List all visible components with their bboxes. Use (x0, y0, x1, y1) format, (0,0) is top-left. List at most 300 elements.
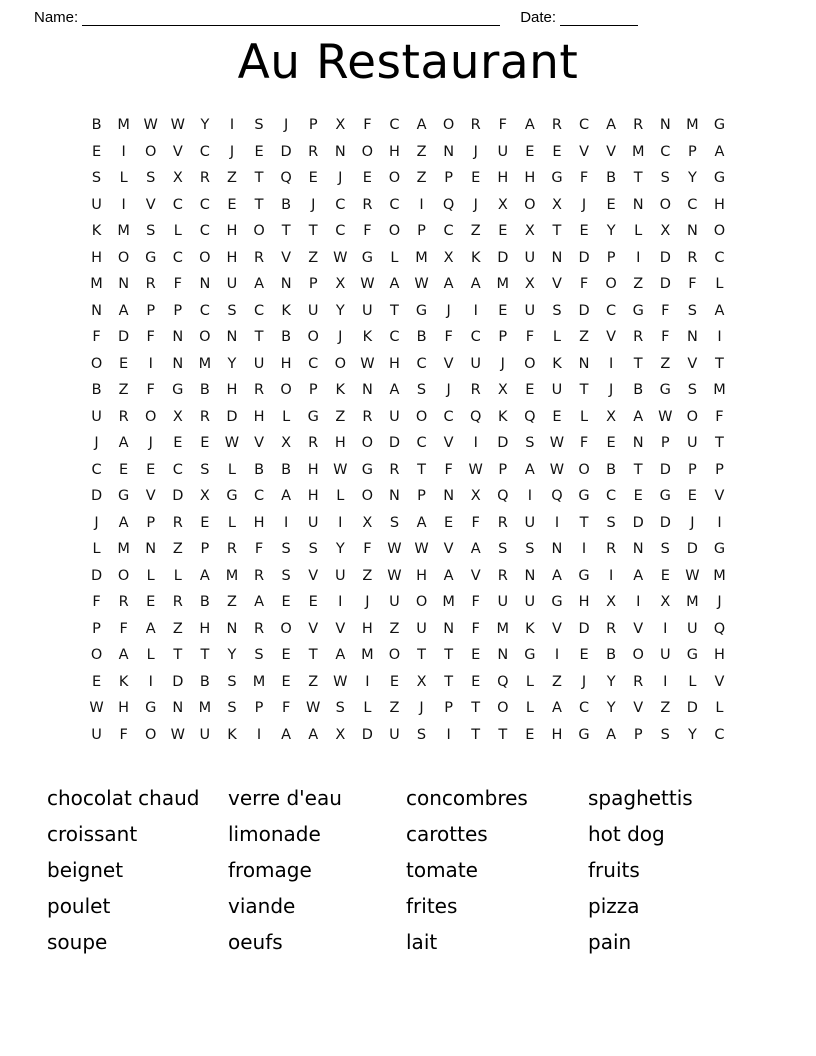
grid-cell[interactable]: O (144, 726, 157, 743)
grid-cell[interactable]: D (90, 488, 103, 504)
grid-cell[interactable]: G (145, 700, 157, 716)
word-list-item[interactable]: tomate (406, 858, 478, 882)
grid-cell[interactable]: R (497, 567, 508, 584)
word-list-item[interactable]: frites (406, 894, 458, 918)
grid-cell[interactable]: O (117, 567, 130, 584)
grid-cell[interactable]: D (388, 435, 401, 451)
grid-cell[interactable]: M (90, 276, 103, 292)
grid-cell[interactable]: X (335, 117, 346, 133)
word-list-item[interactable]: fromage (228, 858, 312, 882)
grid-cell[interactable]: H (280, 355, 292, 372)
grid-cell[interactable]: D (578, 620, 590, 637)
grid-cell[interactable]: V (633, 620, 644, 637)
grid-cell[interactable]: H (226, 249, 238, 266)
grid-cell[interactable]: F (173, 276, 182, 292)
grid-cell[interactable]: J (338, 170, 343, 186)
grid-cell[interactable]: A (416, 514, 427, 531)
grid-cell[interactable]: H (361, 620, 373, 637)
grid-cell[interactable]: S (281, 567, 291, 584)
grid-cell[interactable]: C (199, 302, 210, 319)
grid-cell[interactable]: C (253, 302, 265, 319)
grid-cell[interactable]: G (578, 488, 590, 504)
grid-cell[interactable]: R (633, 673, 644, 690)
grid-cell[interactable]: F (444, 461, 453, 478)
grid-cell[interactable]: T (281, 223, 291, 239)
grid-cell[interactable]: R (633, 329, 644, 345)
grid-cell[interactable]: X (172, 408, 183, 425)
grid-cell[interactable]: R (226, 541, 237, 557)
grid-cell[interactable]: M (198, 355, 212, 372)
grid-cell[interactable]: C (443, 223, 454, 239)
grid-cell[interactable]: J (94, 435, 99, 451)
grid-cell[interactable]: N (145, 541, 157, 557)
grid-cell[interactable]: N (632, 435, 644, 451)
grid-cell[interactable]: N (524, 567, 536, 584)
grid-cell[interactable]: H (226, 382, 238, 398)
grid-cell[interactable]: D (578, 249, 590, 266)
grid-cell[interactable]: F (471, 514, 480, 531)
grid-cell[interactable]: V (470, 567, 481, 584)
grid-cell[interactable]: Z (226, 170, 237, 186)
grid-cell[interactable]: I (121, 196, 126, 213)
grid-cell[interactable]: T (254, 170, 264, 186)
grid-cell[interactable]: A (118, 302, 129, 319)
grid-cell[interactable]: D (632, 514, 644, 531)
grid-cell[interactable]: A (335, 647, 346, 663)
grid-cell[interactable]: S (416, 382, 427, 398)
grid-cell[interactable]: C (578, 117, 590, 133)
grid-cell[interactable]: B (91, 382, 102, 398)
grid-cell[interactable]: L (282, 408, 291, 425)
grid-cell[interactable]: U (199, 726, 211, 743)
grid-cell[interactable]: X (497, 382, 508, 398)
grid-cell[interactable]: O (90, 647, 103, 663)
word-list-item[interactable]: pizza (588, 894, 640, 918)
grid-cell[interactable]: O (388, 223, 401, 239)
grid-cell[interactable]: O (578, 461, 590, 478)
grid-cell[interactable]: X (416, 673, 427, 690)
grid-cell[interactable]: A (199, 567, 210, 584)
grid-cell[interactable]: I (554, 647, 560, 663)
grid-cell[interactable]: I (446, 726, 451, 743)
grid-cell[interactable]: N (361, 382, 373, 398)
grid-cell[interactable]: U (687, 435, 698, 451)
grid-cell[interactable]: Q (524, 408, 536, 425)
grid-cell[interactable]: P (308, 117, 318, 133)
grid-cell[interactable]: U (253, 355, 265, 372)
grid-cell[interactable]: T (444, 673, 454, 690)
grid-cell[interactable]: I (581, 541, 587, 557)
grid-cell[interactable]: G (172, 382, 184, 398)
grid-cell[interactable]: C (606, 488, 617, 504)
grid-cell[interactable]: V (172, 143, 183, 160)
grid-cell[interactable]: D (686, 541, 698, 557)
grid-cell[interactable]: D (659, 461, 671, 478)
grid-cell[interactable]: Z (660, 700, 671, 716)
grid-cell[interactable]: A (281, 726, 292, 743)
grid-cell[interactable]: S (308, 541, 318, 557)
grid-cell[interactable]: M (496, 620, 510, 637)
grid-cell[interactable]: G (145, 249, 157, 266)
grid-cell[interactable]: Y (606, 673, 616, 690)
grid-cell[interactable]: Z (633, 276, 644, 292)
grid-cell[interactable]: J (473, 143, 478, 160)
grid-cell[interactable]: I (473, 435, 478, 451)
grid-cell[interactable]: O (253, 223, 265, 239)
grid-cell[interactable]: X (199, 488, 210, 504)
grid-cell[interactable]: T (308, 223, 318, 239)
grid-cell[interactable]: P (417, 223, 426, 239)
grid-cell[interactable]: O (497, 700, 509, 716)
grid-cell[interactable]: J (500, 355, 505, 372)
grid-cell[interactable]: O (442, 117, 455, 133)
grid-cell[interactable]: F (579, 170, 589, 186)
grid-cell[interactable]: F (363, 541, 372, 557)
grid-cell[interactable]: Y (227, 647, 237, 663)
grid-cell[interactable]: E (687, 488, 697, 504)
grid-cell[interactable]: N (91, 302, 102, 319)
grid-cell[interactable]: C (389, 329, 400, 345)
word-list-item[interactable]: lait (406, 930, 438, 954)
grid-cell[interactable]: E (606, 196, 616, 213)
grid-cell[interactable]: Y (335, 541, 345, 557)
grid-cell[interactable]: L (579, 408, 589, 425)
grid-cell[interactable]: B (199, 673, 210, 690)
grid-cell[interactable]: E (579, 223, 589, 239)
grid-cell[interactable]: S (146, 223, 156, 239)
word-list-item[interactable]: spaghettis (588, 786, 693, 810)
grid-cell[interactable]: S (146, 170, 156, 186)
grid-cell[interactable]: C (714, 726, 725, 743)
grid-cell[interactable]: U (389, 594, 400, 610)
grid-cell[interactable]: J (229, 143, 235, 160)
grid-cell[interactable]: C (199, 143, 210, 160)
word-list-item[interactable]: beignet (47, 858, 124, 882)
grid-cell[interactable]: H (578, 594, 590, 610)
grid-cell[interactable]: X (362, 514, 373, 531)
grid-cell[interactable]: R (254, 382, 265, 398)
grid-cell[interactable]: E (498, 223, 508, 239)
grid-cell[interactable]: T (417, 647, 426, 663)
grid-cell[interactable]: N (686, 329, 698, 345)
grid-cell[interactable]: A (443, 567, 454, 584)
grid-cell[interactable]: O (524, 355, 536, 372)
grid-cell[interactable]: Z (579, 329, 589, 345)
grid-cell[interactable]: F (498, 117, 507, 133)
grid-cell[interactable]: A (118, 514, 129, 531)
grid-cell[interactable]: B (606, 461, 617, 478)
grid-cell[interactable]: E (389, 673, 400, 690)
grid-cell[interactable]: N (578, 355, 590, 372)
grid-cell[interactable]: R (362, 408, 373, 425)
grid-cell[interactable]: A (633, 408, 644, 425)
grid-cell[interactable]: E (606, 435, 616, 451)
grid-cell[interactable]: E (281, 673, 291, 690)
grid-cell[interactable]: S (254, 647, 264, 663)
grid-cell[interactable]: G (551, 594, 563, 610)
grid-cell[interactable]: E (471, 647, 481, 663)
grid-cell[interactable]: Z (308, 249, 319, 266)
grid-cell[interactable]: V (687, 355, 698, 372)
grid-cell[interactable]: T (308, 647, 318, 663)
grid-cell[interactable]: R (470, 117, 481, 133)
grid-cell[interactable]: T (200, 647, 210, 663)
grid-cell[interactable]: T (552, 223, 562, 239)
grid-cell[interactable]: C (335, 223, 346, 239)
grid-cell[interactable]: D (686, 700, 698, 716)
grid-cell[interactable]: W (333, 249, 348, 266)
grid-cell[interactable]: O (280, 382, 292, 398)
grid-cell[interactable]: O (144, 408, 157, 425)
grid-cell[interactable]: P (498, 461, 508, 478)
grid-cell[interactable]: U (497, 143, 509, 160)
grid-cell[interactable]: Q (497, 488, 509, 504)
grid-cell[interactable]: B (199, 594, 210, 610)
grid-cell[interactable]: M (198, 700, 212, 716)
grid-cell[interactable]: P (444, 700, 453, 716)
grid-cell[interactable]: I (283, 514, 289, 531)
grid-cell[interactable]: L (715, 700, 724, 716)
grid-cell[interactable]: U (524, 249, 536, 266)
grid-cell[interactable]: J (446, 382, 451, 398)
grid-cell[interactable]: H (118, 700, 130, 716)
grid-cell[interactable]: Z (551, 673, 562, 690)
word-list-item[interactable]: pain (588, 930, 632, 954)
grid-cell[interactable]: J (608, 382, 614, 398)
grid-cell[interactable]: L (363, 700, 372, 716)
grid-cell[interactable]: N (172, 355, 184, 372)
grid-cell[interactable]: P (633, 726, 643, 743)
grid-cell[interactable]: C (172, 196, 183, 213)
grid-cell[interactable]: Z (172, 620, 183, 637)
grid-cell[interactable]: G (117, 488, 130, 504)
grid-cell[interactable]: W (658, 408, 673, 425)
grid-cell[interactable]: N (443, 620, 455, 637)
grid-cell[interactable]: S (687, 302, 697, 319)
grid-cell[interactable]: I (636, 249, 641, 266)
grid-cell[interactable]: Z (416, 170, 427, 186)
grid-cell[interactable]: O (388, 647, 401, 663)
grid-cell[interactable]: C (308, 355, 319, 372)
grid-cell[interactable]: E (498, 302, 508, 319)
grid-cell[interactable]: G (713, 541, 726, 557)
grid-cell[interactable]: G (551, 170, 563, 186)
grid-cell[interactable]: Y (200, 117, 210, 133)
grid-cell[interactable]: Q (280, 170, 292, 186)
grid-cell[interactable]: I (473, 302, 478, 319)
grid-cell[interactable]: C (199, 196, 210, 213)
grid-cell[interactable]: R (308, 143, 319, 160)
grid-cell[interactable]: W (414, 276, 429, 292)
grid-cell[interactable]: F (254, 541, 264, 557)
grid-cell[interactable]: D (659, 249, 671, 266)
grid-cell[interactable]: M (631, 143, 645, 160)
grid-cell[interactable]: Y (687, 170, 697, 186)
grid-cell[interactable]: L (173, 223, 182, 239)
grid-cell[interactable]: Z (470, 223, 481, 239)
grid-cell[interactable]: R (172, 514, 183, 531)
grid-cell[interactable]: W (170, 117, 185, 133)
grid-cell[interactable]: L (688, 673, 697, 690)
grid-cell[interactable]: L (336, 488, 345, 504)
grid-cell[interactable]: W (685, 567, 700, 584)
grid-cell[interactable]: S (227, 673, 237, 690)
grid-cell[interactable]: R (551, 117, 562, 133)
grid-cell[interactable]: S (335, 700, 345, 716)
grid-cell[interactable]: I (717, 329, 722, 345)
grid-cell[interactable]: G (578, 567, 590, 584)
grid-cell[interactable]: E (308, 594, 318, 610)
grid-cell[interactable]: E (281, 647, 291, 663)
grid-cell[interactable]: O (280, 620, 292, 637)
grid-cell[interactable]: I (608, 355, 614, 372)
grid-cell[interactable]: N (334, 143, 346, 160)
word-list-item[interactable]: hot dog (588, 822, 665, 846)
grid-cell[interactable]: L (227, 461, 236, 478)
grid-cell[interactable]: O (632, 647, 644, 663)
grid-cell[interactable]: Z (226, 594, 237, 610)
grid-cell[interactable]: A (443, 276, 454, 292)
grid-cell[interactable]: R (118, 408, 129, 425)
grid-cell[interactable]: A (524, 117, 535, 133)
grid-cell[interactable]: P (173, 302, 183, 319)
grid-cell[interactable]: O (361, 143, 374, 160)
grid-cell[interactable]: J (148, 435, 153, 451)
grid-cell[interactable]: E (200, 435, 210, 451)
grid-cell[interactable]: M (117, 541, 130, 557)
grid-cell[interactable]: C (578, 700, 590, 716)
grid-cell[interactable]: M (713, 382, 726, 398)
grid-cell[interactable]: V (714, 488, 725, 504)
grid-cell[interactable]: C (470, 329, 481, 345)
grid-cell[interactable]: K (498, 408, 508, 425)
grid-cell[interactable]: Y (227, 355, 237, 372)
grid-cell[interactable]: H (389, 355, 400, 372)
grid-cell[interactable]: U (226, 276, 238, 292)
grid-cell[interactable]: C (687, 196, 698, 213)
grid-cell[interactable]: O (199, 329, 211, 345)
word-list-item[interactable]: viande (228, 894, 296, 918)
grid-cell[interactable]: E (281, 594, 291, 610)
grid-cell[interactable]: Q (469, 408, 482, 425)
grid-cell[interactable]: N (659, 117, 671, 133)
grid-cell[interactable]: T (579, 514, 589, 531)
grid-cell[interactable]: Z (660, 355, 671, 372)
grid-cell[interactable]: J (581, 673, 587, 690)
grid-cell[interactable]: I (338, 594, 343, 610)
grid-cell[interactable]: V (551, 620, 562, 637)
grid-cell[interactable]: Y (335, 302, 345, 319)
grid-cell[interactable]: K (470, 249, 481, 266)
grid-cell[interactable]: C (389, 196, 400, 213)
grid-cell[interactable]: N (551, 541, 563, 557)
grid-cell[interactable]: G (632, 302, 644, 319)
grid-cell[interactable]: H (714, 196, 725, 213)
grid-cell[interactable]: V (308, 620, 319, 637)
grid-cell[interactable]: I (419, 196, 424, 213)
grid-cell[interactable]: J (311, 196, 316, 213)
grid-cell[interactable]: B (281, 461, 292, 478)
grid-cell[interactable]: K (335, 382, 346, 398)
grid-cell[interactable]: R (254, 249, 265, 266)
word-list-item[interactable]: limonade (228, 822, 321, 846)
grid-cell[interactable]: N (118, 276, 130, 292)
grid-cell[interactable]: R (606, 620, 617, 637)
grid-cell[interactable]: D (90, 567, 103, 584)
grid-cell[interactable]: O (713, 223, 726, 239)
grid-cell[interactable]: F (688, 276, 697, 292)
grid-cell[interactable]: C (91, 461, 102, 478)
grid-cell[interactable]: T (579, 382, 589, 398)
grid-cell[interactable]: B (254, 461, 265, 478)
grid-cell[interactable]: N (497, 647, 509, 663)
grid-cell[interactable]: S (227, 700, 237, 716)
grid-cell[interactable]: T (715, 435, 724, 451)
grid-cell[interactable]: V (443, 541, 454, 557)
word-list-item[interactable]: fruits (588, 858, 640, 882)
word-list-item[interactable]: poulet (47, 894, 111, 918)
grid-cell[interactable]: C (389, 117, 400, 133)
grid-cell[interactable]: W (360, 355, 375, 372)
grid-cell[interactable]: X (335, 726, 346, 743)
grid-cell[interactable]: C (416, 435, 427, 451)
grid-cell[interactable]: E (633, 488, 643, 504)
grid-cell[interactable]: V (443, 355, 454, 372)
grid-cell[interactable]: S (606, 514, 616, 531)
grid-cell[interactable]: V (551, 276, 562, 292)
grid-cell[interactable]: M (496, 276, 510, 292)
grid-cell[interactable]: R (254, 620, 265, 637)
grid-cell[interactable]: G (226, 488, 238, 504)
grid-cell[interactable]: T (444, 647, 454, 663)
grid-cell[interactable]: A (714, 302, 725, 319)
grid-cell[interactable]: I (229, 117, 235, 133)
grid-cell[interactable]: S (254, 117, 264, 133)
name-input-rule[interactable] (82, 12, 500, 26)
grid-cell[interactable]: I (554, 514, 560, 531)
grid-cell[interactable]: X (470, 488, 481, 504)
grid-cell[interactable]: C (172, 461, 183, 478)
grid-cell[interactable]: N (172, 329, 184, 345)
grid-cell[interactable]: A (118, 435, 129, 451)
grid-cell[interactable]: X (524, 276, 535, 292)
grid-cell[interactable]: D (118, 329, 130, 345)
grid-cell[interactable]: F (579, 435, 589, 451)
grid-cell[interactable]: M (442, 594, 455, 610)
grid-cell[interactable]: S (687, 382, 697, 398)
grid-cell[interactable]: Z (308, 673, 319, 690)
grid-cell[interactable]: S (227, 302, 237, 319)
grid-cell[interactable]: E (91, 673, 102, 690)
grid-cell[interactable]: P (146, 302, 156, 319)
grid-cell[interactable]: R (172, 594, 183, 610)
grid-cell[interactable]: W (333, 461, 348, 478)
grid-cell[interactable]: E (146, 594, 156, 610)
grid-cell[interactable]: F (715, 408, 724, 425)
grid-cell[interactable]: S (525, 541, 535, 557)
grid-cell[interactable]: J (717, 594, 722, 610)
grid-cell[interactable]: H (714, 647, 725, 663)
grid-cell[interactable]: R (308, 435, 319, 451)
grid-cell[interactable]: A (308, 726, 319, 743)
grid-cell[interactable]: E (91, 143, 102, 160)
grid-cell[interactable]: D (172, 673, 184, 690)
grid-cell[interactable]: O (199, 249, 211, 266)
grid-cell[interactable]: M (686, 594, 699, 610)
grid-cell[interactable]: U (307, 514, 319, 531)
grid-cell[interactable]: O (659, 196, 671, 213)
grid-cell[interactable]: B (91, 117, 102, 133)
